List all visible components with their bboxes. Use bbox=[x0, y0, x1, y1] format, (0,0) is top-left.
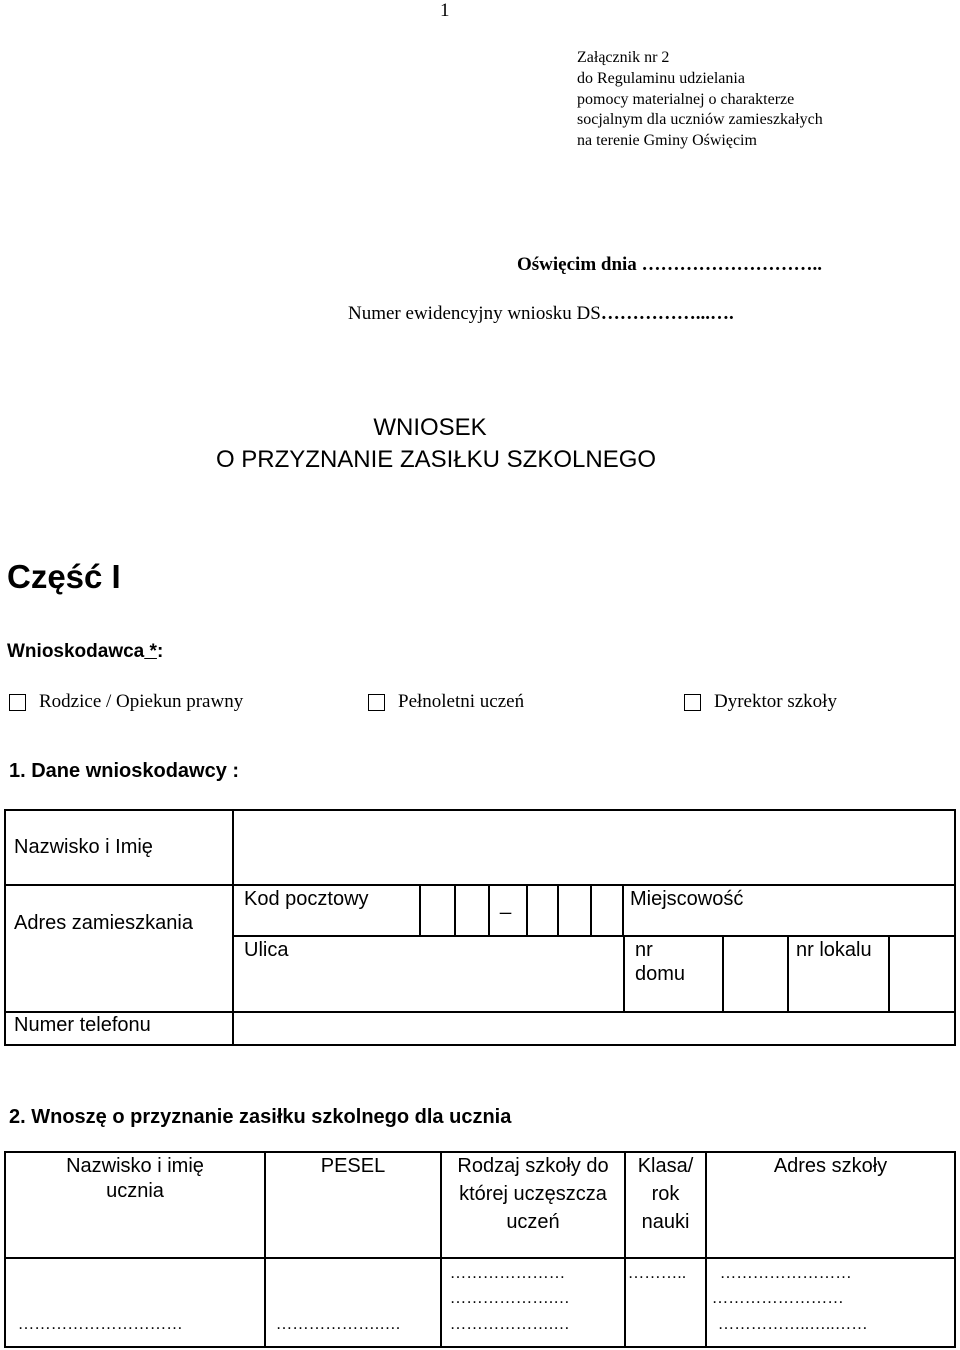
postal-digit-divider bbox=[590, 884, 592, 937]
checkbox-icon[interactable] bbox=[9, 694, 26, 711]
record-number-label: Numer ewidencyjny wniosku DS bbox=[348, 303, 601, 324]
record-number-field[interactable]: ……………...…. bbox=[600, 303, 734, 324]
column-header-pesel bbox=[266, 1152, 440, 1180]
applicant-label bbox=[7, 641, 163, 663]
phone-field[interactable] bbox=[236, 1013, 952, 1042]
house-number-label: nr bbox=[635, 939, 653, 961]
column-header-line: Nazwisko i imię bbox=[66, 1155, 204, 1177]
name-field[interactable] bbox=[236, 811, 952, 882]
table-border bbox=[4, 1346, 956, 1348]
postal-digit-divider bbox=[526, 884, 528, 937]
option-label: Dyrektor szkoły bbox=[714, 691, 837, 712]
table-border bbox=[232, 809, 234, 1046]
page-number: 1 bbox=[440, 0, 450, 21]
date-line[interactable]: Oświęcim dnia ……………………….. bbox=[517, 254, 823, 275]
school-address-field[interactable]: ……………..…..…… bbox=[718, 1316, 868, 1333]
column-header-line: Rodzaj szkoły do bbox=[457, 1155, 609, 1177]
option-school-director[interactable] bbox=[684, 691, 837, 713]
form-subtitle: O PRZYZNANIE ZASIŁKU SZKOLNEGO bbox=[215, 446, 657, 473]
table-border bbox=[705, 1151, 707, 1348]
column-header-line: Klasa/ bbox=[637, 1155, 694, 1177]
option-label: Rodzice / Opiekun prawny bbox=[39, 691, 244, 712]
phone-label: Numer telefonu bbox=[14, 1014, 151, 1036]
postal-digit-divider bbox=[622, 884, 624, 937]
postal-code-label: Kod pocztowy bbox=[244, 888, 369, 910]
column-header-school-type bbox=[442, 1152, 624, 1236]
flat-number-label: nr lokalu bbox=[796, 939, 872, 961]
pesel-field[interactable]: ……………….…. bbox=[276, 1316, 401, 1333]
city-label: Miejscowość bbox=[630, 888, 744, 910]
column-header-school-address bbox=[707, 1152, 954, 1180]
option-label: Pełnoletni uczeń bbox=[398, 691, 525, 712]
applicant-label-colon: : bbox=[156, 641, 164, 662]
part-heading: Część I bbox=[7, 558, 121, 595]
table-border bbox=[954, 1151, 956, 1348]
postal-digit-divider bbox=[488, 884, 490, 937]
checkbox-icon[interactable] bbox=[684, 694, 701, 711]
street-label: Ulica bbox=[244, 939, 289, 961]
column-header-line: uczeń bbox=[506, 1211, 560, 1233]
school-address-field[interactable]: …………………… bbox=[712, 1290, 844, 1307]
class-field[interactable]: ……….. bbox=[628, 1265, 687, 1282]
option-adult-student[interactable] bbox=[368, 691, 524, 713]
section2-heading: 2. Wnoszę o przyznanie zasiłku szkolnego dla ucznia bbox=[9, 1106, 512, 1128]
attachment-line: do Regulaminu udzielania bbox=[577, 69, 745, 87]
table-border bbox=[4, 809, 234, 811]
option-parent[interactable] bbox=[9, 691, 243, 713]
school-type-field[interactable]: ……………….… bbox=[450, 1316, 570, 1333]
attachment-line: Załącznik nr 2 bbox=[577, 49, 670, 66]
attachment-line: pomocy materialnej o charakterze bbox=[577, 90, 795, 108]
record-number-line[interactable] bbox=[348, 303, 734, 325]
table-border bbox=[4, 1044, 956, 1046]
table-border bbox=[623, 935, 625, 1013]
postal-digit-divider bbox=[557, 884, 559, 937]
column-header-line: PESEL bbox=[320, 1155, 386, 1177]
form-title: WNIOSEK bbox=[373, 414, 487, 441]
table-border bbox=[722, 935, 724, 1013]
table-border bbox=[787, 935, 789, 1013]
house-number-label: domu bbox=[635, 963, 686, 985]
table-border bbox=[4, 1257, 956, 1259]
attachment-line: na terenie Gminy Oświęcim bbox=[577, 132, 757, 150]
student-name-field[interactable]: ………………………… bbox=[18, 1316, 183, 1333]
footnote-marker: * bbox=[144, 641, 157, 662]
table-border bbox=[264, 1151, 266, 1348]
school-type-field[interactable]: ……………….… bbox=[450, 1290, 570, 1307]
postal-code-dash: _ bbox=[500, 893, 512, 915]
postal-digit-divider bbox=[454, 884, 456, 937]
table-border bbox=[954, 809, 956, 1046]
address-label: Adres zamieszkania bbox=[14, 912, 193, 934]
column-header-line: Adres szkoły bbox=[773, 1155, 888, 1177]
applicant-label-text: Wnioskodawca bbox=[7, 641, 145, 662]
column-header-line: rok bbox=[651, 1183, 680, 1205]
attachment-line: socjalnym dla uczniów zamieszkałych bbox=[577, 111, 823, 129]
column-header-line: ucznia bbox=[106, 1180, 164, 1202]
table-border bbox=[888, 935, 890, 1013]
section1-heading: 1. Dane wnioskodawcy : bbox=[9, 760, 240, 782]
postal-digit-divider bbox=[419, 884, 421, 937]
column-header-line: nauki bbox=[641, 1211, 690, 1233]
school-address-field[interactable]: …………………… bbox=[720, 1265, 852, 1282]
column-header-class bbox=[626, 1152, 705, 1236]
column-header-student-name bbox=[6, 1152, 264, 1205]
table-border bbox=[4, 809, 6, 1046]
checkbox-icon[interactable] bbox=[368, 694, 385, 711]
table-border bbox=[232, 935, 956, 937]
column-header-line: której uczęszcza bbox=[459, 1183, 607, 1205]
school-type-field[interactable]: ………………… bbox=[450, 1265, 566, 1282]
table-border bbox=[4, 884, 956, 886]
attachment-note bbox=[577, 48, 823, 152]
name-label: Nazwisko i Imię bbox=[14, 836, 153, 858]
